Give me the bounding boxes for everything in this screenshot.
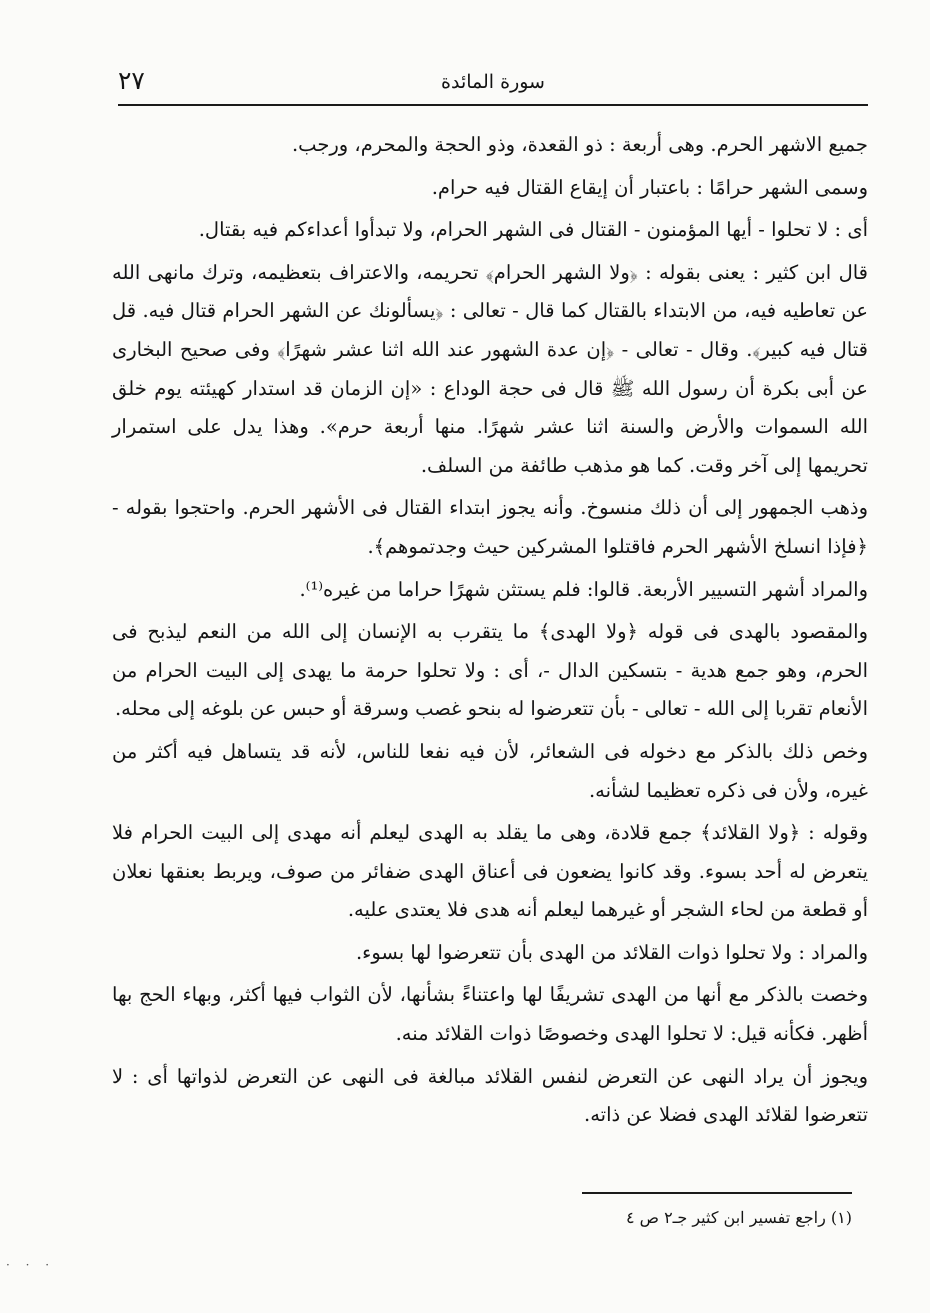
- paragraph: وخصت بالذكر مع أنها من الهدى تشريفًا لها واعتناءً بشأنها، لأن الثواب فيها أكثر، وبهاء الحج بها أظهر. فكأنه قيل: لا تحلوا الهدى وخصوصًا ذوات القلائد منه.: [112, 983, 868, 1046]
- paragraph: قال ابن كثير : يعنى بقوله : ﴿ولا الشهر الحرام﴾ تحريمه، والاعتراف بتعظيمه، وترك مانهى الله عن تعاطيه فيه، من الابتداء بالقتال كما قال - تعالى : ﴿يسألونك عن الشهر الحرام قتال فيه. قل قتال فيه كبير﴾. وقال - تعالى - ﴿إن عدة الشهور عند الله اثنا عشر شهرًا﴾ وفى صحيح البخارى عن أبى بكرة أن رسول الله ﷺ قال فى حجة الوداع : «إن الزمان قد استدار كهيئته يوم خلق الله السموات والأرض والسنة اثنا عشر شهرًا. منها أربعة حرم». وهذا يدل على استمرار تحريمها إلى آخر وقت. كما هو مذهب طائفة من السلف.: [112, 260, 868, 477]
- paragraph: وقوله : ﴿ولا القلائد﴾ جمع قلادة، وهى ما يقلد به الهدى ليعلم أنه مهدى إلى البيت الحرام فلا يتعرض له أحد بسوء. وقد كانوا يضعون فى أعناق الهدى ضفائر من صوف، ويربط بعنقها نعلان أو قطعة من لحاء الشجر أو غيرهما ليعلم أنه هدى فلا يعتدى عليه.: [112, 821, 868, 922]
- paragraph: أى : لا تحلوا - أيها المؤمنون - القتال فى الشهر الحرام، ولا تبدأوا أعداءكم فيه بقتال.: [198, 218, 868, 242]
- paragraph: وخص ذلك بالذكر مع دخوله فى الشعائر، لأن فيه نفعا للناس، لأنه قد يتساهل فيه أكثر من غيره، ولأن فى ذكره تعظيما لشأنه.: [112, 739, 868, 802]
- paragraph: والمراد أشهر التسيير الأربعة. قالوا: فلم يستثن شهرًا حراما من غيره⁽¹⁾.: [299, 577, 868, 601]
- scan-artifact-dots: · · ·: [6, 1258, 56, 1272]
- paragraph: جميع الاشهر الحرم. وهى أربعة : ذو القعدة، وذو الحجة والمحرم، ورجب.: [291, 133, 868, 156]
- page-header: [118, 66, 868, 108]
- header-rule: [118, 104, 868, 106]
- paragraph: والمراد : ولا تحلوا ذوات القلائد من الهدى بأن تتعرضوا لها بسوء.: [355, 940, 868, 964]
- paragraph: والمقصود بالهدى فى قوله ﴿ولا الهدى﴾ ما يتقرب به الإنسان إلى الله من النعم ليذبح فى الحرم، وهو جمع هدية - بتسكين الدال -، أى : ولا تحلوا حرمة ما يهدى إلى البيت الحرام من الأنعام تقربا إلى الله - تعالى - بأن تتعرضوا له بنحو غصب وسرقة أو حبس عن بلوغه إلى محله.: [112, 620, 868, 721]
- paragraph: ويجوز أن يراد النهى عن التعرض لنفس القلائد مبالغة فى النهى عن التعرض لذواتها أى : لا تتعرضوا لقلائد الهدى فضلا عن ذاته.: [112, 1064, 868, 1127]
- footnote: (١) راجع تفسير ابن كثير جـ٢ ص ٤: [625, 1208, 852, 1227]
- footnote-rule: [582, 1192, 852, 1194]
- paragraph: وسمى الشهر حرامًا : باعتبار أن إيقاع القتال فيه حرام.: [431, 175, 868, 199]
- paragraph: وذهب الجمهور إلى أن ذلك منسوخ. وأنه يجوز ابتداء القتال فى الأشهر الحرم. واحتجوا بقوله - ﴿فإذا انسلخ الأشهر الحرم فاقتلوا المشركين حيث وجدتموهم﴾.: [112, 496, 868, 558]
- body-text: [112, 126, 868, 1139]
- page-number: ٢٧: [118, 66, 145, 95]
- surah-title: سورة المائدة: [441, 71, 545, 93]
